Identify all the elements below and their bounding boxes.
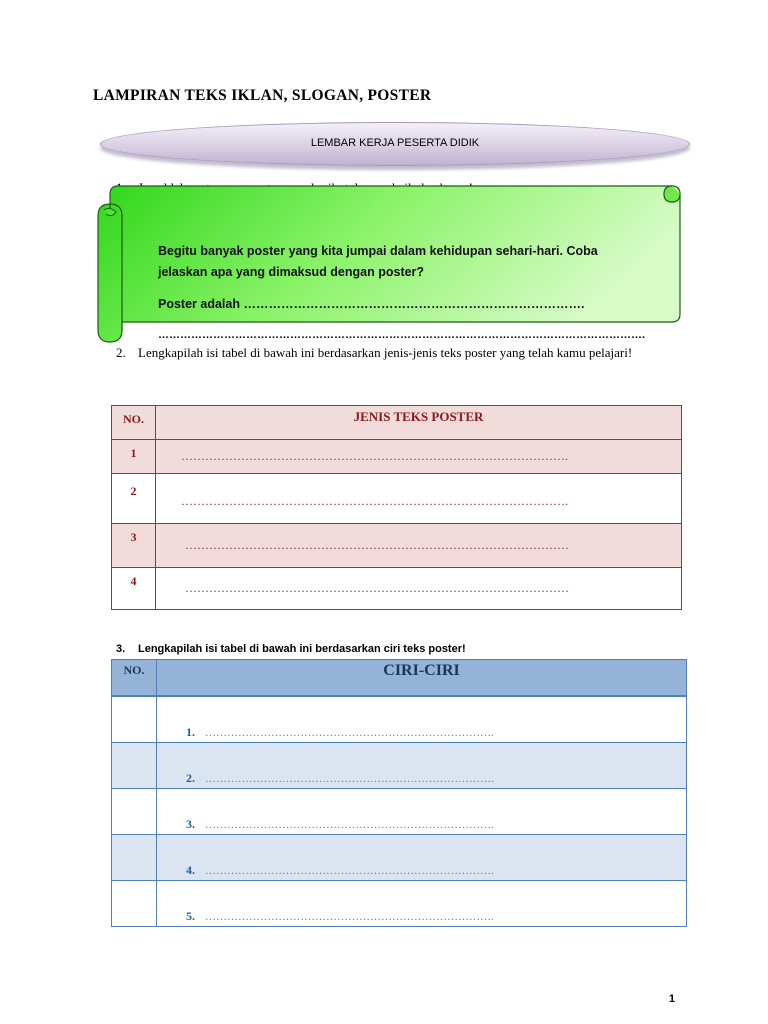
table-header-no: NO.: [112, 406, 156, 440]
question-2-text: Lengkapilah isi tabel di bawah ini berdasarkan jenis-jenis teks poster yang telah kamu pelajari!: [138, 345, 633, 360]
row-number: 1: [112, 440, 156, 474]
page-heading: LAMPIRAN TEKS IKLAN, SLOGAN, POSTER: [93, 87, 432, 104]
table-header-row: [112, 406, 682, 440]
row-number: 2: [112, 474, 156, 524]
feature-answer-field[interactable]: …………………………………………………………………….: [205, 727, 494, 739]
feature-answer-field[interactable]: …………………………………………………………………….: [205, 865, 494, 877]
table-row: [112, 881, 687, 927]
feature-answer-field[interactable]: …………………………………………………………………….: [205, 773, 494, 785]
poster-features-table: [111, 659, 687, 927]
row-answer-field[interactable]: …………………………………………………………………………………….: [156, 474, 682, 524]
question-2: [116, 346, 636, 359]
poster-question: Begitu banyak poster yang kita jumpai dalam kehidupan sehari-hari. Coba jelaskan apa yang dimaksud dengan poster?: [158, 244, 598, 279]
feature-answer-field[interactable]: …………………………………………………………………….: [205, 911, 494, 923]
feature-number: 4.: [186, 863, 195, 877]
table-header-row: [112, 660, 687, 696]
row-number: 3: [112, 524, 156, 568]
worksheet-banner: [100, 122, 690, 166]
poster-types-table: [111, 405, 682, 610]
page-number: 1: [668, 993, 675, 1005]
question-3-text: Lengkapilah isi tabel di bawah ini berdasarkan ciri teks poster!: [138, 643, 466, 655]
feature-answer-field[interactable]: …………………………………………………………………….: [205, 819, 494, 831]
table-header-no: NO.: [112, 660, 157, 696]
question-2-number: 2.: [116, 345, 126, 360]
feature-row: [157, 881, 687, 927]
row-number: 4: [112, 568, 156, 610]
feature-number: 3.: [186, 817, 195, 831]
table-row: [112, 568, 682, 610]
feature-row: [157, 835, 687, 881]
table-row: [112, 789, 687, 835]
question-3-number: 3.: [116, 643, 126, 655]
feature-row: [157, 696, 687, 743]
table-row: [112, 440, 682, 474]
worksheet-banner-label: LEMBAR KERJA PESERTA DIDIK: [310, 137, 480, 149]
table-row: [112, 696, 687, 743]
table-header-title: CIRI-CIRI: [157, 660, 687, 696]
row-answer-field[interactable]: …………………………………………………………………………………….: [156, 440, 682, 474]
table-row: [112, 474, 682, 524]
poster-answer-continuation[interactable]: …………………………………………………………………………………………………………………….: [158, 329, 646, 341]
feature-number: 1.: [186, 725, 195, 739]
table-row: [112, 835, 687, 881]
table-row: [112, 524, 682, 568]
poster-answer-line[interactable]: Poster adalah ……………………………………………………………………….: [158, 297, 585, 311]
question-3: [116, 643, 466, 655]
row-answer-field[interactable]: ……………………………………………………………………………………: [156, 524, 682, 568]
feature-number: 2.: [186, 771, 195, 785]
scroll-banner-content: [158, 241, 638, 315]
row-answer-field[interactable]: ……………………………………………………………………………………: [156, 568, 682, 610]
feature-number: 5.: [186, 909, 195, 923]
table-header-title: JENIS TEKS POSTER: [156, 406, 682, 440]
feature-row: [157, 743, 687, 789]
feature-row: [157, 789, 687, 835]
table-row: [112, 743, 687, 789]
